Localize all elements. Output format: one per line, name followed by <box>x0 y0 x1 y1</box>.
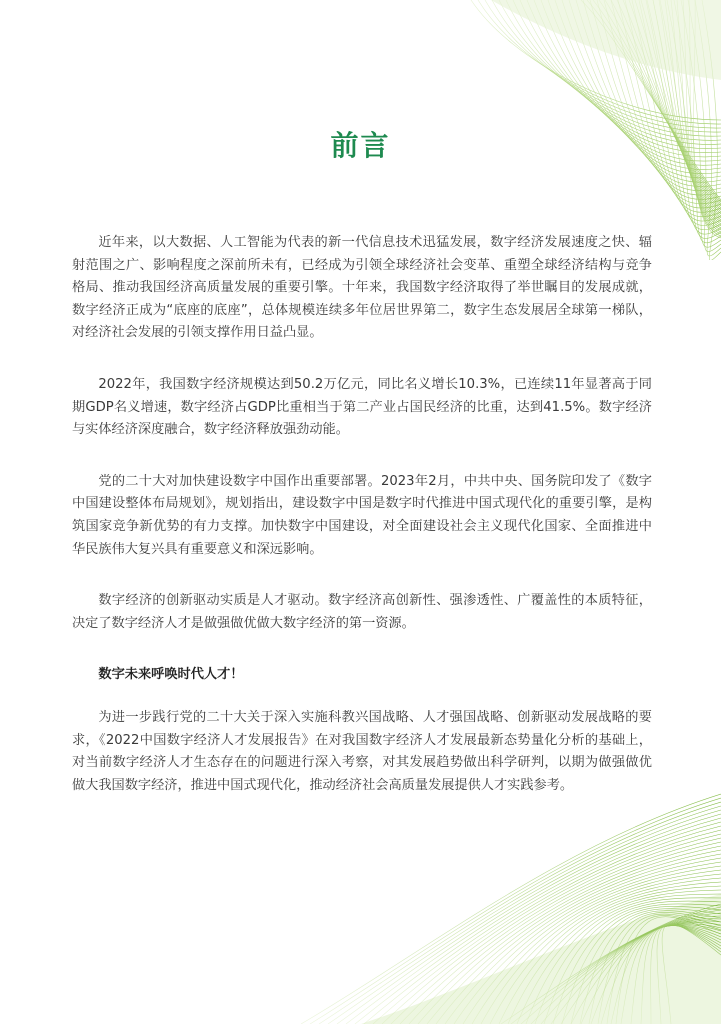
paragraph-report-purpose: 为进一步践行党的二十大关于深入实施科教兴国战略、人才强国战略、创新驱动发展战略的要求，《2022中国数字经济人才发展报告》在对我国数字经济人才发展最新态势量化分析的基础上，对当前数字经济人才生态存在的问题进行深入考察，对其发展趋势做出科学研判，以期为做强做优做大我国数字经济，推进中国式现代化，推动经济社会高质量发展提供人才实践参考。 <box>72 709 652 793</box>
paragraph-intro: 近年来，以大数据、人工智能为代表的新一代信息技术迅猛发展，数字经济发展速度之快、辐射范围之广、影响程度之深前所未有，已经成为引领全球经济社会变革、重塑全球经济结构与竞争格局、推动我国经济高质量发展的重要引擎。十年来，我国数字经济取得了举世瞩目的发展成就，数字经济正成为“底座的底座”，总体规模连续多年位居世界第二，数字生态发展居全球第一梯队，对经济社会发展的引领支撑作用日益凸显。 <box>72 235 652 341</box>
preface-body <box>72 232 652 826</box>
subheading-call-for-talent: 数字未来呼唤时代人才！ <box>98 667 244 683</box>
paragraph-2022-scale: 2022年，我国数字经济规模达到50.2万亿元，同比名义增长10.3%，已连续11年显著高于同期GDP名义增速，数字经济占GDP比重相当于第二产业占国民经济的比重，达到41.5%。数字经济与实体经济深度融合，数字经济释放强劲动能。 <box>72 376 652 438</box>
page-title: 前言 <box>330 129 391 162</box>
paragraph-digital-china: 党的二十大对加快建设数字中国作出重要部署。2023年2月，中共中央、国务院印发了《数字中国建设整体布局规划》，规划指出，建设数字中国是数字时代推进中国式现代化的重要引擎，是构筑国家竞争新优势的有力支撑。加快数字中国建设，对全面建设社会主义现代化国家、全面推进中华民族伟大复兴具有重要意义和深远影响。 <box>72 473 652 557</box>
paragraph-talent-driven: 数字经济的创新驱动实质是人才驱动。数字经济高创新性、强渗透性、广覆盖性的本质特征，决定了数字经济人才是做强做优做大数字经济的第一资源。 <box>72 593 652 631</box>
